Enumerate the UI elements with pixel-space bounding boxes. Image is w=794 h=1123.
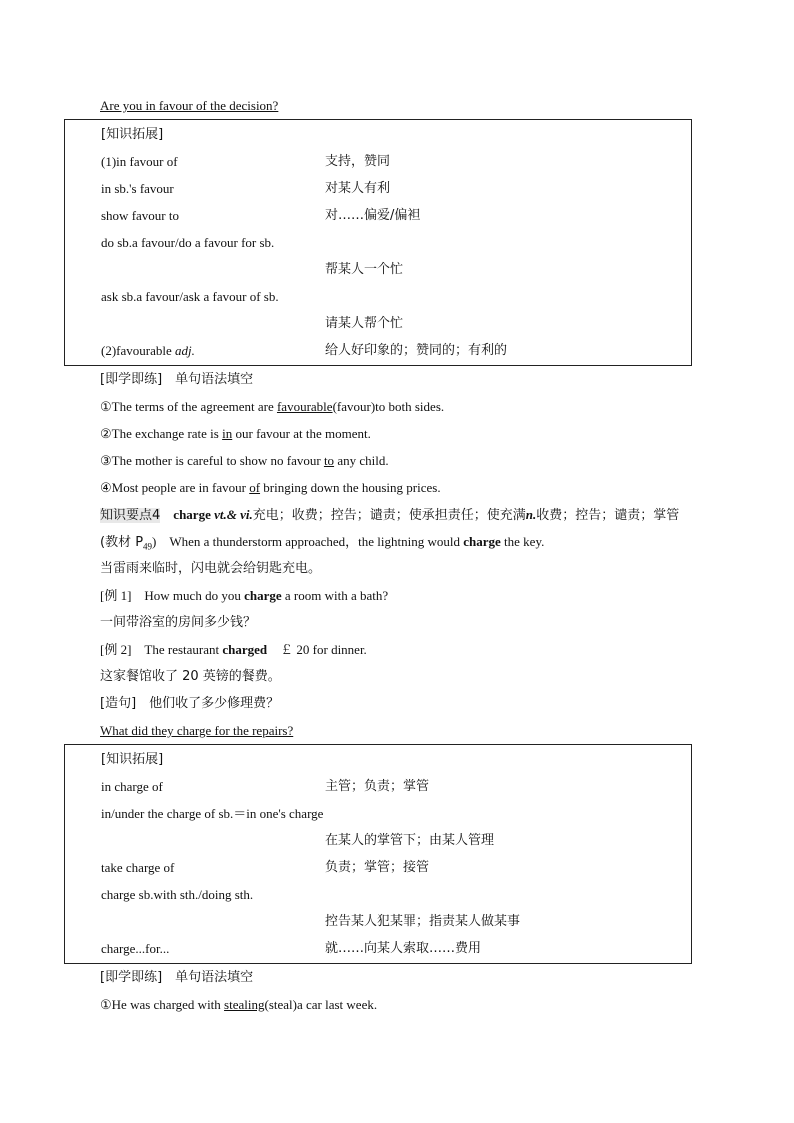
phrase-zh — [325, 881, 691, 908]
phrase-row — [101, 256, 691, 283]
phrase-row — [101, 827, 691, 854]
phrase-zh — [325, 229, 691, 256]
item-text: ①The terms of the agreement are — [100, 399, 277, 414]
item-answer: to — [323, 453, 335, 468]
phrase-en: in/under the charge of sb.＝in one's charge — [101, 806, 324, 821]
phrase-row — [101, 229, 691, 256]
phrase-row — [101, 908, 691, 935]
phrase-zh: 在某人的掌管下；由某人管理 — [325, 833, 495, 848]
item-answer: of — [249, 480, 261, 495]
practice-item — [100, 447, 730, 474]
phrase-row — [101, 800, 691, 827]
box-title: [知识拓展] — [101, 752, 164, 767]
phrase-zh — [325, 283, 691, 310]
textbook-sentence — [100, 528, 730, 555]
phrase-row — [101, 283, 691, 310]
phrase-zh: 就……向某人索取……费用 — [325, 941, 482, 956]
item-text: (steal)a car last week. — [264, 997, 378, 1012]
item-answer: in — [222, 426, 233, 441]
part-of-speech: adj. — [175, 343, 195, 358]
sentence-text: [例 2] The restaurant — [100, 642, 223, 657]
practice-item — [100, 991, 730, 1018]
item-text: ④Most people are in favour — [100, 480, 250, 495]
document-page — [100, 92, 730, 1018]
example-answer: Are you in favour of the decision? — [100, 98, 279, 113]
phrase-en: show favour to — [101, 208, 179, 223]
phrase-en: charge sb.with sth./doing sth. — [101, 887, 254, 902]
example-answer: What did they charge for the repairs? — [100, 723, 294, 738]
phrase-en: charge...for... — [101, 941, 170, 956]
keyword: charge — [463, 534, 501, 549]
practice-item — [100, 420, 730, 447]
item-text: ①He was charged with — [100, 997, 225, 1012]
phrase-en — [101, 310, 325, 337]
phrase-zh: 请某人帮个忙 — [325, 316, 404, 331]
phrase-row — [101, 935, 691, 962]
item-text: bringing down the housing prices. — [260, 480, 441, 495]
phrase-row — [101, 310, 691, 337]
meaning: 收费；控告；谴责；掌管 — [536, 508, 680, 523]
phrase-row — [101, 148, 691, 175]
phrase-zh: 对……偏爱/偏袒 — [325, 208, 421, 223]
part-of-speech: vt.& vi. — [214, 507, 253, 522]
item-text: (favour)to both sides. — [332, 399, 445, 414]
phrase-en — [101, 256, 325, 283]
phrase-en: ask sb.a favour/ask a favour of sb. — [101, 289, 279, 304]
phrase-row — [101, 881, 691, 908]
sentence-text: ￡ 20 for dinner. — [267, 642, 367, 657]
phrase-en: do sb.a favour/do a favour for sb. — [101, 235, 275, 250]
phrase-en: (1)in favour of — [101, 154, 178, 169]
sentence-text: ) When a thunderstorm approached，the lightning would — [152, 534, 464, 549]
practice-title: [即学即练] 单句语法填空 — [100, 372, 254, 387]
page-number: 49 — [143, 541, 153, 552]
phrase-row — [101, 337, 691, 364]
phrase-row — [101, 202, 691, 229]
phrase-en — [101, 908, 325, 935]
example-sentence — [100, 636, 730, 663]
keyword: charge — [244, 588, 282, 603]
sentence-text: the key. — [500, 534, 545, 549]
phrase-word: (2)favourable — [101, 343, 175, 358]
item-answer: favourable — [276, 399, 333, 414]
box-title: [知识拓展] — [101, 127, 164, 142]
knowledge-box-favour — [64, 119, 692, 366]
meaning: 充电；收费；控告；谴责；使承担责任；使充满 — [252, 508, 526, 523]
phrase-zh — [325, 800, 691, 827]
knowledge-point-heading — [100, 501, 730, 528]
practice-title: [即学即练] 单句语法填空 — [100, 970, 254, 985]
part-of-speech: n. — [525, 507, 537, 522]
item-text: any child. — [334, 453, 389, 468]
phrase-zh: 主管；负责；掌管 — [325, 779, 430, 794]
phrase-zh: 支持，赞同 — [325, 154, 391, 169]
phrase-zh: 帮某人一个忙 — [325, 262, 404, 277]
textbook-ref: (教材 P — [100, 535, 144, 550]
item-answer: stealing — [224, 997, 265, 1012]
phrase-en: in charge of — [101, 779, 163, 794]
practice-item — [100, 393, 730, 420]
knowledge-box-charge — [64, 744, 692, 964]
phrase-zh: 对某人有利 — [325, 181, 391, 196]
sentence-making-prompt: [造句] 他们收了多少修理费？ — [100, 696, 280, 711]
headword: charge — [173, 507, 211, 522]
sentence-text: a room with a bath? — [281, 588, 389, 603]
practice-item — [100, 474, 730, 501]
phrase-zh: 控告某人犯某罪；指责某人做某事 — [325, 914, 521, 929]
phrase-row — [101, 854, 691, 881]
item-text: ③The mother is careful to show no favour — [100, 453, 324, 468]
phrase-en: take charge of — [101, 860, 175, 875]
phrase-zh: 给人好印象的；赞同的；有利的 — [325, 343, 508, 358]
item-text: ②The exchange rate is — [100, 426, 223, 441]
keyword: charged — [222, 642, 268, 657]
point-tag: 知识要点4 — [100, 508, 161, 523]
phrase-en — [101, 827, 325, 854]
phrase-zh: 负责；掌管；接管 — [325, 860, 430, 875]
translation: 这家餐馆收了 20 英镑的餐费。 — [100, 669, 281, 684]
translation: 当雷雨来临时，闪电就会给钥匙充电。 — [100, 561, 322, 576]
example-sentence — [100, 582, 730, 609]
phrase-en — [101, 337, 325, 364]
sentence-text: [例 1] How much do you — [100, 588, 245, 603]
phrase-en: in sb.'s favour — [101, 181, 174, 196]
phrase-row — [101, 773, 691, 800]
item-text: our favour at the moment. — [232, 426, 371, 441]
translation: 一间带浴室的房间多少钱？ — [100, 615, 257, 630]
phrase-row — [101, 175, 691, 202]
